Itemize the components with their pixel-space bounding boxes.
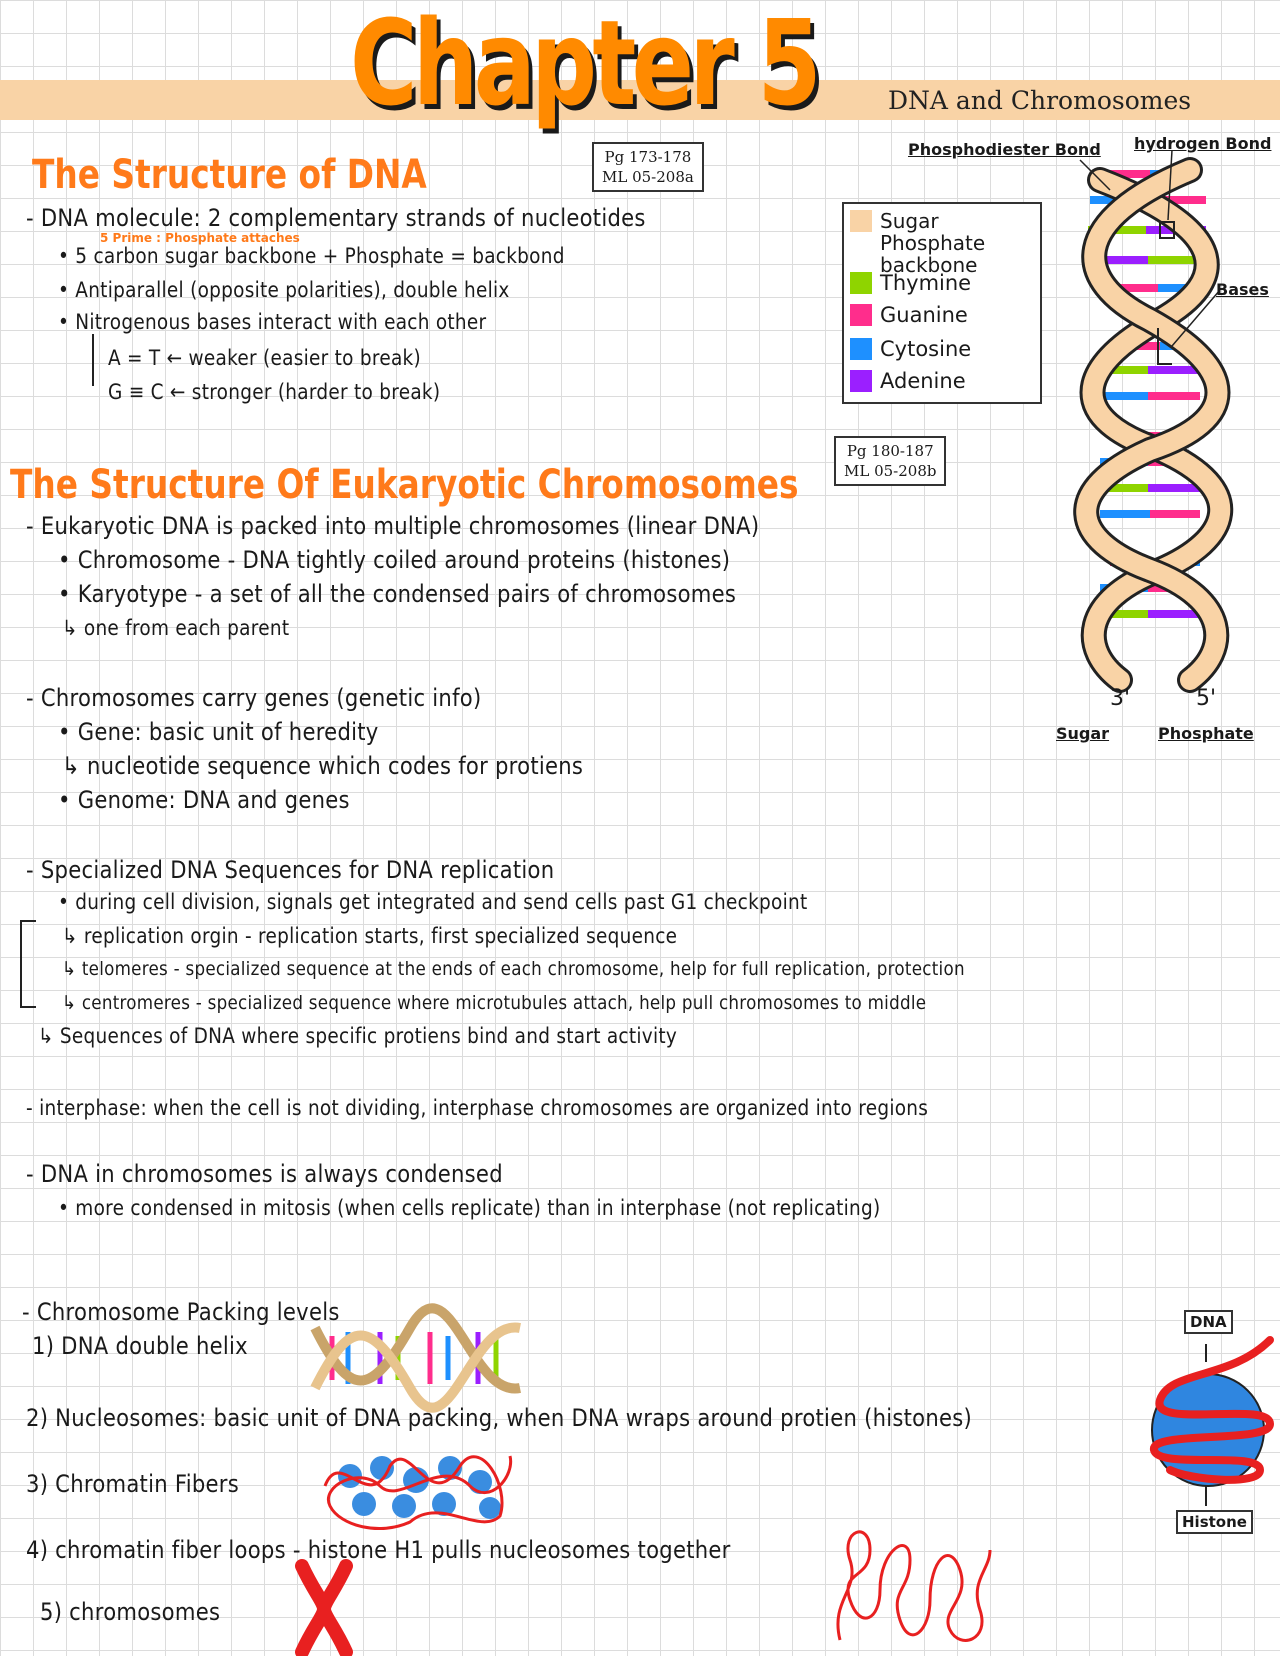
chromatin-loops-icon	[830, 1520, 1000, 1650]
legend-item	[850, 210, 1030, 276]
note-line: - interphase: when the cell is not dividing, interphase chromosomes are organized into regions	[26, 1096, 929, 1120]
note-line: ↳ replication orgin - replication starts, first specialized sequence	[62, 924, 678, 948]
label-5-prime: 5'	[1196, 686, 1217, 711]
chapter-title: Chapter 5	[350, 0, 817, 132]
label-bases: Bases	[1216, 280, 1269, 299]
double-helix-icon	[310, 1318, 530, 1398]
legend-item	[850, 304, 968, 326]
bracket	[20, 920, 36, 1008]
note-line: - Specialized DNA Sequences for DNA replication	[26, 856, 555, 884]
ref-pages: Pg 180-187	[846, 442, 934, 460]
note-line: • more condensed in mitosis (when cells replicate) than in interphase (not replicating)	[58, 1196, 881, 1220]
packing-level-4: 4) chromatin fiber loops - histone H1 pulls nucleosomes together	[26, 1536, 731, 1564]
note-line: • Antiparallel (opposite polarities), double helix	[58, 278, 510, 302]
note-line: - Chromosomes carry genes (genetic info)	[26, 684, 482, 712]
packing-level-2: 2) Nucleosomes: basic unit of DNA packing, when DNA wraps around protien (histones)	[26, 1404, 973, 1432]
note-line: - DNA molecule: 2 complementary strands of nucleotides	[26, 204, 646, 232]
ref-pages: Pg 173-178	[604, 148, 692, 166]
note-line: • 5 carbon sugar backbone + Phosphate = backbond	[58, 244, 565, 268]
dna-helix-diagram	[1060, 160, 1280, 700]
note-line: • Genome: DNA and genes	[58, 786, 350, 814]
label-phosphate: Phosphate	[1158, 724, 1254, 743]
packing-heading: - Chromosome Packing levels	[22, 1298, 340, 1326]
label-3-prime: 3'	[1110, 686, 1131, 711]
legend-item	[850, 338, 971, 360]
legend-label: Cytosine	[880, 337, 972, 361]
section-heading-dna-structure: The Structure of DNA	[32, 152, 427, 198]
note-line: ↳ centromeres - specialized sequence where microtubules attach, help pull chromosomes to middle	[62, 992, 927, 1014]
note-line: - Eukaryotic DNA is packed into multiple chromosomes (linear DNA)	[26, 512, 760, 540]
swatch-guanine	[850, 304, 872, 326]
base-legend	[842, 202, 1042, 404]
label-phosphodiester-bond: Phosphodiester Bond	[908, 140, 1101, 159]
chromatin-fibers-icon	[320, 1446, 520, 1526]
note-line: A = T ← weaker (easier to break)	[108, 346, 422, 370]
note-line: • during cell division, signals get integrated and send cells past G1 checkpoint	[58, 890, 808, 914]
note-line: ↳ telomeres - specialized sequence at the ends of each chromosome, help for full replication, protection	[62, 958, 965, 980]
label-hydrogen-bond: hydrogen Bond	[1134, 134, 1272, 153]
chromosome-x-icon	[294, 1562, 354, 1656]
swatch-adenine	[850, 370, 872, 392]
swatch-sugar-phosphate	[850, 210, 872, 232]
annotation-5-prime: 5 Prime : Phosphate attaches	[100, 231, 300, 245]
nucleosome-diagram	[1130, 1320, 1280, 1500]
label-histone: Histone	[1176, 1510, 1253, 1534]
legend-label: Guanine	[880, 303, 968, 327]
note-line: ↳ Sequences of DNA where specific protiens bind and start activity	[38, 1024, 678, 1048]
legend-label: Thymine	[880, 271, 972, 295]
label-sugar: Sugar	[1056, 724, 1110, 743]
swatch-thymine	[850, 272, 872, 294]
page-ref-1	[592, 142, 704, 192]
packing-level-1: 1) DNA double helix	[32, 1332, 248, 1360]
legend-label: Sugar Phosphate backbone	[880, 209, 986, 277]
ref-module: ML 05-208b	[844, 462, 937, 480]
note-line: ↳ nucleotide sequence which codes for protiens	[62, 752, 584, 780]
note-line: • Nitrogenous bases interact with each other	[58, 310, 487, 334]
note-line: • Chromosome - DNA tightly coiled around proteins (histones)	[58, 546, 731, 574]
page-ref-2	[834, 436, 946, 486]
note-line: ↳ one from each parent	[62, 616, 290, 640]
legend-item	[850, 370, 966, 392]
swatch-cytosine	[850, 338, 872, 360]
note-line: • Karyotype - a set of all the condensed pairs of chromosomes	[58, 580, 737, 608]
label-dna: DNA	[1184, 1310, 1233, 1334]
legend-item	[850, 272, 971, 294]
chapter-subtitle: DNA and Chromosomes	[888, 86, 1192, 115]
packing-level-5: 5) chromosomes	[40, 1598, 221, 1626]
note-line: G ≡ C ← stronger (harder to break)	[108, 380, 441, 404]
section-heading-chromosomes: The Structure Of Eukaryotic Chromosomes	[10, 462, 799, 508]
legend-label: Adenine	[880, 369, 966, 393]
note-line: • Gene: basic unit of heredity	[58, 718, 379, 746]
packing-level-3: 3) Chromatin Fibers	[26, 1470, 240, 1498]
note-line: - DNA in chromosomes is always condensed	[26, 1160, 503, 1188]
ref-module: ML 05-208a	[602, 168, 694, 186]
